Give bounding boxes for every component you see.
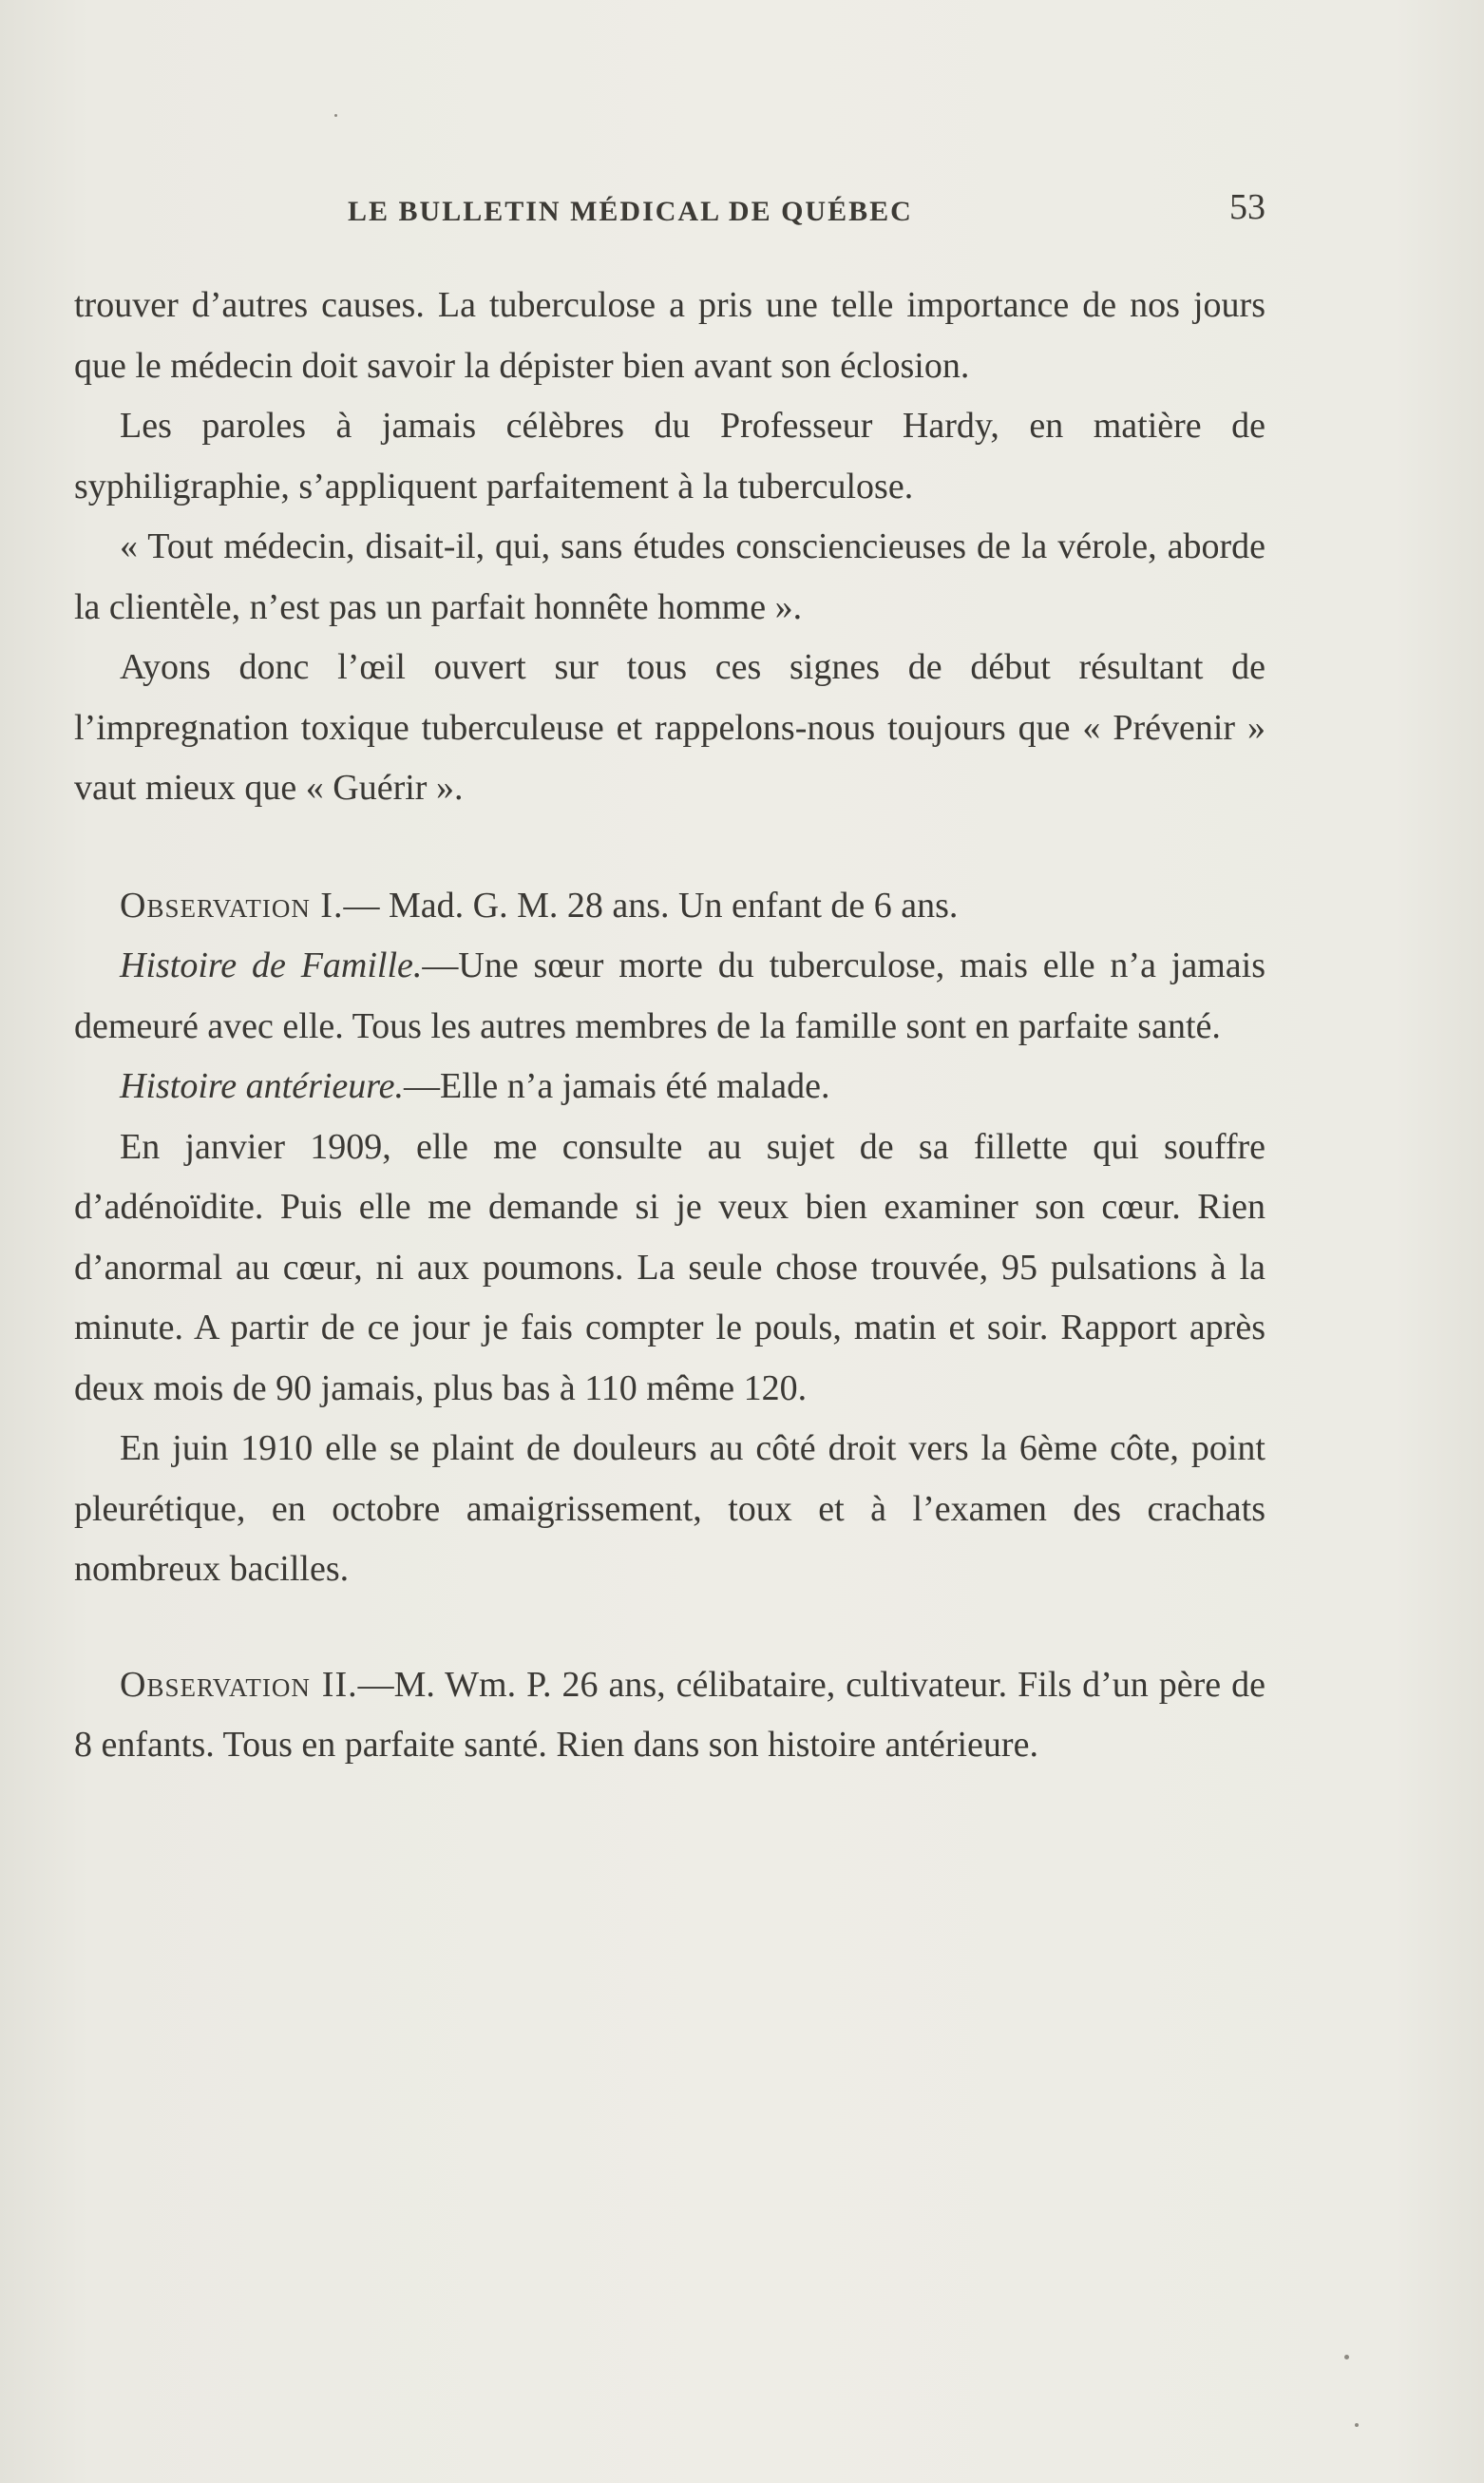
paragraph-1: trouver d’autres causes. La tuberculose a pris une telle importance de nos jours que le médecin doit savoir la dépister bien avant son éclosion. [74, 285, 1265, 386]
body-text [74, 276, 1265, 1776]
observation-1-prior-history [74, 1057, 1265, 1117]
observation-1-paragraph-1: En janvier 1909, elle me consulte au sujet de sa fillette qui souffre d’adénoïdite. Puis elle me demande si je veux bien examiner son cœur. Rien d’anormal au cœur, ni aux poumons. La seule chose trouvée, 95 pulsations à la minute. A partir de ce jour je fais compter le pouls, matin et soir. Rapport après deux mois de 90 jamais, plus bas à 110 même 120. [74, 1126, 1265, 1408]
paragraph-4: Ayons donc l’œil ouvert sur tous ces signes de début résultant de l’impregnation toxique tuberculeuse et rappelons-nous toujours que « Prévenir » vaut mieux que « Guérir ». [74, 647, 1265, 808]
page-header [74, 186, 1265, 239]
section-gap [74, 819, 1265, 876]
observation-1-heading-line [74, 876, 1265, 937]
observation-2-heading: Observation II. [120, 1664, 358, 1705]
family-history-text: —Une sœur morte du tuberculose, mais elle n’a jamais demeuré avec elle. Tous les autres membres de la famille sont en parfaite santé. [74, 945, 1265, 1046]
paper-speck [334, 114, 337, 117]
observation-1-paragraph-2: En juin 1910 elle se plaint de douleurs au côté droit vers la 6ème côte, point pleurétique, en octobre amaigrissement, toux et à l’examen des crachats nombreux bacilles. [74, 1428, 1265, 1589]
running-title: LE BULLETIN MÉDICAL DE QUÉBEC [348, 196, 913, 227]
paragraph-2: Les paroles à jamais célèbres du Professeur Hardy, en matière de syphiligraphie, s’appliquent parfaitement à la tuberculose. [74, 406, 1265, 506]
section-gap [74, 1600, 1265, 1655]
family-history-label: Histoire de Famille. [120, 945, 423, 985]
observation-2-heading-rest: —M. Wm. P. 26 ans, célibataire, cultivateur. Fils d’un père de 8 enfants. Tous en parfaite santé. Rien dans son histoire antérieure. [74, 1664, 1266, 1765]
observation-2-paragraph [74, 1655, 1265, 1776]
paper-speck [1355, 2423, 1359, 2427]
observation-1-family-history [74, 936, 1265, 1057]
prior-history-label: Histoire antérieure. [120, 1066, 405, 1106]
paragraph-3: « Tout médecin, disait-il, qui, sans études consciencieuses de la vérole, aborde la clientèle, n’est pas un parfait honnête homme ». [74, 526, 1265, 627]
paper-speck [1344, 2355, 1349, 2359]
page-number: 53 [1229, 187, 1265, 227]
prior-history-text: —Elle n’a jamais été malade. [404, 1066, 830, 1106]
observation-1-heading: Observation I. [120, 885, 344, 926]
observation-1-heading-rest: — Mad. G. M. 28 ans. Un enfant de 6 ans. [343, 885, 959, 926]
